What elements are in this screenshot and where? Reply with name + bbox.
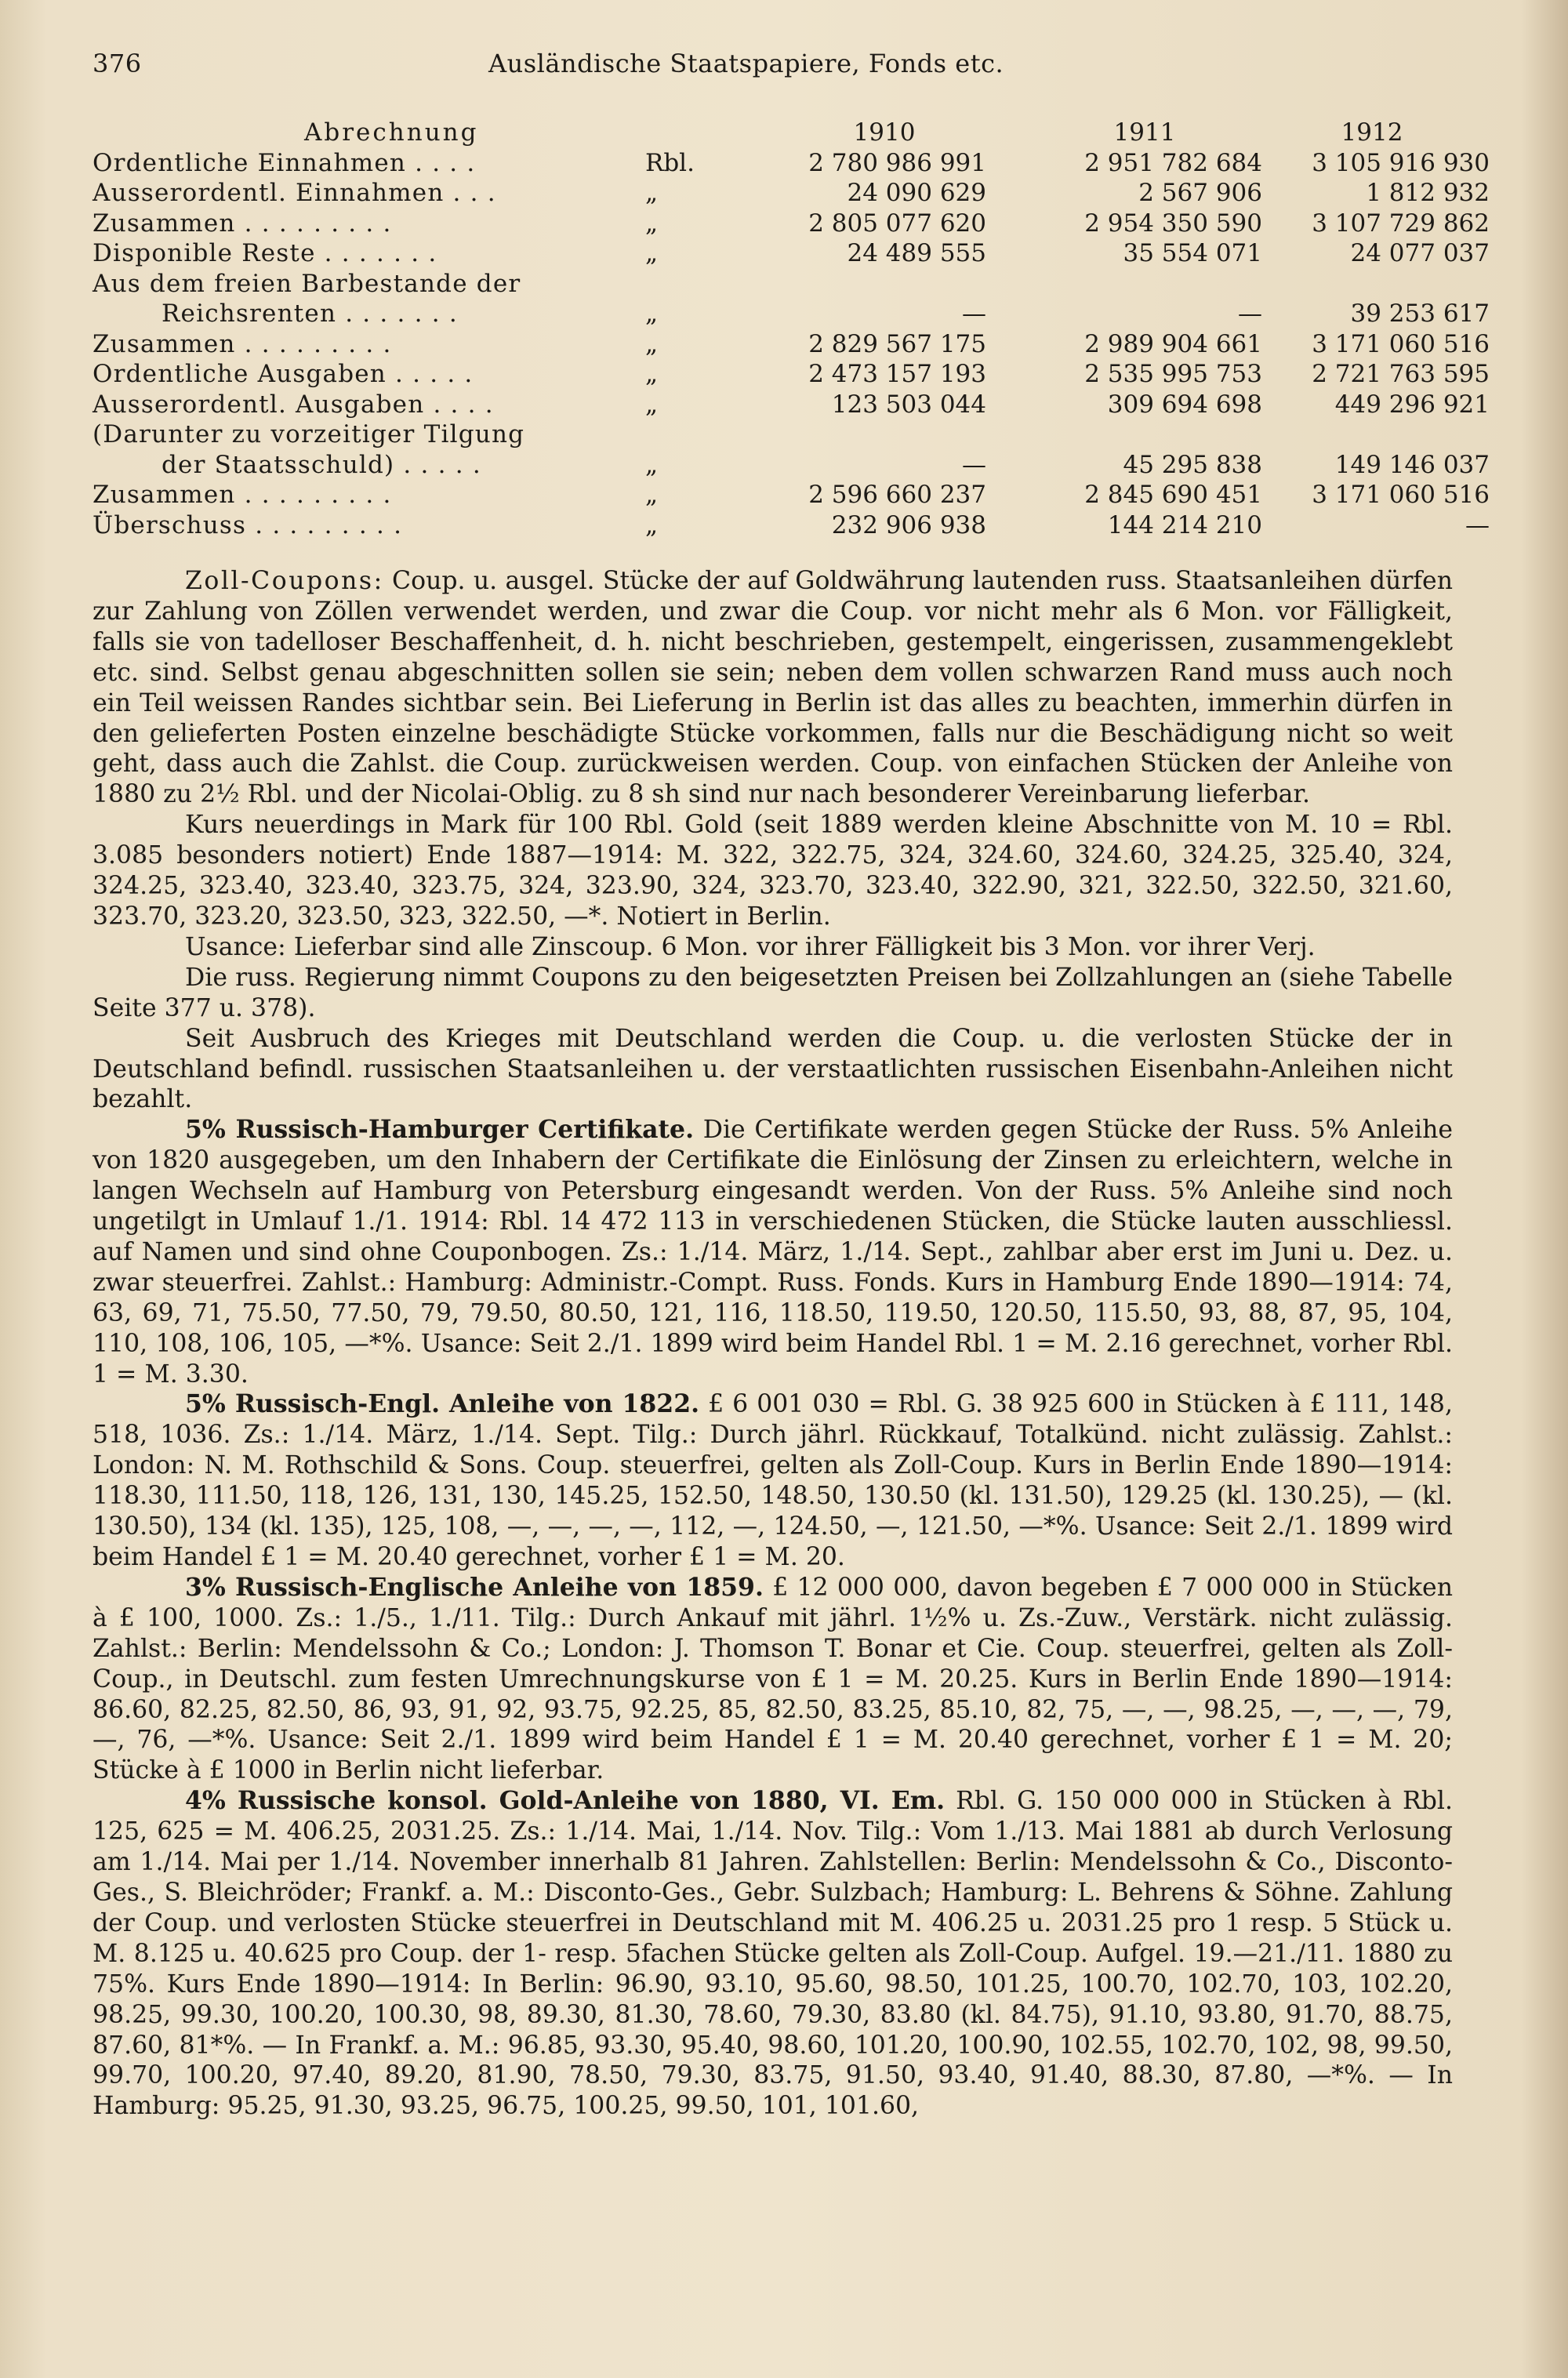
paragraph-usance: Usance: Lieferbar sind alle Zinscoup. 6 Mon. vor ihrer Fälligkeit bis 3 Mon. vor ihrer Verj. xyxy=(185,932,1316,961)
value-1910: 2 780 986 991 xyxy=(808,148,986,177)
row-unit: Rbl. xyxy=(645,148,695,177)
row-unit: „ xyxy=(645,179,659,207)
value-1912: 449 296 921 xyxy=(1334,390,1490,419)
value-1912: 1 812 932 xyxy=(1366,179,1490,207)
value-1912: 2 721 763 595 xyxy=(1312,360,1490,388)
row-label: Zusammen . . . . . . . . . xyxy=(93,209,392,238)
table-row xyxy=(93,329,1490,360)
body-text xyxy=(93,566,1453,2122)
value-1911: 2 535 995 753 xyxy=(1084,360,1262,388)
value-1911: — xyxy=(1238,300,1262,328)
table-row xyxy=(93,480,1490,510)
value-1912: 149 146 037 xyxy=(1334,450,1490,479)
value-1912: — xyxy=(1465,510,1490,539)
table-row xyxy=(93,238,1490,269)
row-label: Aus dem freien Barbestande der xyxy=(93,269,521,298)
row-label: der Staatsschuld) . . . . . xyxy=(162,450,481,479)
value-1911: 2 951 782 684 xyxy=(1084,148,1262,177)
value-1912: 3 171 060 516 xyxy=(1312,481,1490,509)
value-1910: 2 596 660 237 xyxy=(808,481,986,509)
value-1911: 144 214 210 xyxy=(1107,510,1262,539)
table-row xyxy=(93,359,1490,390)
row-unit: „ xyxy=(645,239,659,267)
row-label: Zusammen . . . . . . . . . xyxy=(93,329,392,358)
row-label: Ordentliche Ausgaben . . . . . xyxy=(93,360,474,388)
value-1911: 2 845 690 451 xyxy=(1084,481,1262,509)
year-1910: 1910 xyxy=(853,118,916,147)
row-label: Disponible Reste . . . . . . . xyxy=(93,239,437,267)
heading-anleihe-1859: 3% Russisch-Englische Anleihe von 1859. xyxy=(185,1572,764,1602)
table-row xyxy=(93,390,1490,420)
row-unit: „ xyxy=(645,329,659,358)
table-row xyxy=(93,148,1490,179)
value-1912: 3 107 729 862 xyxy=(1312,209,1490,238)
paragraph-anleihe-1859: 3% Russisch-Englische Anleihe von 1859. £ 12 000 000, davon begeben £ 7 000 000 in Stücken à £ 100, 1000. Zs.: 1./5., 1./11. Tilg.: Durch Ankauf mit jährl. 1½% u. Zs.-Zuw., Verstärk. nicht zulässig. Zahlst.: Berlin: Mendelssohn & Co.; London: J. Thomson T. Bonar et Cie. Coup. steuerfrei, gelten als Zoll-Coup., in Deutschl. zum festen Umrechnungskurse von £ 1 = M. 20.25. Kurs in Berlin Ende 1890—1914: 86.60, 82.25, 82.50, 86, 93, 91, 92, 93.75, 92.25, 85, 82.50, 83.25, 85.10, 82, 75, —, —, 98.25, —, —, —, 79, —, 76, —*%. Usance: Seit 2./1. 1899 wird beim Handel £ 1 = M. 20.40 gerechnet, vorher £ 1 = M. 20; Stücke à £ 1000 in Berlin nicht lieferbar. xyxy=(93,1572,1453,1785)
paragraph-regierung: Die russ. Regierung nimmt Coupons zu den beigesetzten Preisen bei Zollzahlungen an (siehe Tabelle Seite 377 u. 378). xyxy=(93,963,1453,1022)
value-1911: 2 567 906 xyxy=(1138,179,1262,207)
row-unit: „ xyxy=(645,360,659,388)
value-1910: 24 489 555 xyxy=(847,239,986,267)
value-1911: 35 554 071 xyxy=(1123,239,1262,267)
row-label: (Darunter zu vorzeitiger Tilgung xyxy=(93,420,525,448)
value-1910: 123 503 044 xyxy=(831,390,986,419)
row-unit: „ xyxy=(645,481,659,509)
table-heading-label: Abrechnung xyxy=(304,118,479,147)
paragraph-gold-anleihe-1880: 4% Russische konsol. Gold-Anleihe von 1880, VI. Em. Rbl. G. 150 000 000 in Stücken à Rbl. 125, 625 = M. 406.25, 2031.25. Zs.: 1./14. Mai, 1./14. Nov. Tilg.: Vom 1./13. Mai 1881 ab durch Verlosung am 1./14. Mai per 1./14. November innerhalb 81 Jahren. Zahlstellen: Berlin: Mendelssohn & Co., Disconto-Ges., S. Bleichröder; Frankf. a. M.: Disconto-Ges., Gebr. Sulzbach; Hamburg: L. Behrens & Söhne. Zahlung der Coup. und verlosten Stücke steuerfrei in Deutschland mit M. 406.25 u. 2031.25 pro 1 resp. 5 Stück u. M. 8.125 u. 40.625 pro Coup. der 1- resp. 5fachen Stücke gelten als Zoll-Coup. Aufgel. 19.—21./11. 1880 zu 75%. Kurs Ende 1890—1914: In Berlin: 96.90, 93.10, 95.60, 98.50, 101.25, 100.70, 102.70, 103, 102.20, 98.25, 99.30, 100.20, 100.30, 98, 89.30, 81.30, 78.60, 79.30, 83.80 (kl. 84.75), 91.10, 93.80, 91.70, 88.75, 87.60, 81*%. — In Frankf. a. M.: 96.85, 93.30, 95.40, 98.60, 101.20, 100.90, 102.55, 102.70, 102, 98, 99.50, 99.70, 100.20, 97.40, 89.20, 81.90, 78.50, 79.30, 83.75, 91.50, 93.40, 91.40, 88.30, 87.80, —*%. — In Hamburg: 95.25, 91.30, 93.25, 96.75, 100.25, 99.50, 101, 101.60, xyxy=(93,1786,1453,2121)
year-1912: 1912 xyxy=(1341,118,1403,147)
paragraph-anleihe-1822: 5% Russisch-Engl. Anleihe von 1822. £ 6 001 030 = Rbl. G. 38 925 600 in Stücken à £ 111, 148, 518, 1036. Zs.: 1./14. März, 1./14. Sept. Tilg.: Durch jährl. Rückkauf, Totalkünd. nicht zulässig. Zahlst.: London: N. M. Rothschild & Sons. Coup. steuerfrei, gelten als Zoll-Coup. Kurs in Berlin Ende 1890—1914: 118.30, 111.50, 118, 126, 131, 130, 145.25, 152.50, 148.50, 130.50 (kl. 131.50), 129.25 (kl. 130.25), — (kl. 130.50), 134 (kl. 135), 125, 108, —, —, —, —, 112, —, 124.50, —, 121.50, —*%. Usance: Seit 2./1. 1899 wird beim Handel £ 1 = M. 20.40 gerechnet, vorher £ 1 = M. 20. xyxy=(93,1389,1453,1571)
heading-anleihe-1822: 5% Russisch-Engl. Anleihe von 1822. xyxy=(185,1389,700,1419)
row-unit: „ xyxy=(645,300,659,328)
table-row xyxy=(93,209,1490,239)
value-1910: 2 473 157 193 xyxy=(808,360,986,388)
row-unit: „ xyxy=(645,450,659,479)
paragraph-hamburger-certifikate: 5% Russisch-Hamburger Certifikate. Die Certifikate werden gegen Stücke der Russ. 5% Anleihe von 1820 ausgegeben, um den Inhabern der Certifikate die Einlösung der Zinsen zu erleichtern, welche in langen Wechseln auf Hamburg von Petersburg eingesandt werden. Von der Russ. 5% Anleihe sind noch ungetilgt in Umlauf 1./1. 1914: Rbl. 14 472 113 in verschiedenen Stücken, die Stücke lauten ausschliessl. auf Namen und sind ohne Couponbogen. Zs.: 1./14. März, 1./14. Sept., zahlbar aber erst im Juni u. Dez. u. zwar steuerfrei. Zahlst.: Hamburg: Administr.-Compt. Russ. Fonds. Kurs in Hamburg Ende 1890—1914: 74, 63, 69, 71, 75.50, 77.50, 79, 79.50, 80.50, 121, 116, 118.50, 119.50, 120.50, 115.50, 93, 88, 87, 95, 104, 110, 108, 106, 105, —*%. Usance: Seit 2./1. 1899 wird beim Handel Rbl. 1 = M. 2.16 gerechnet, vorher Rbl. 1 = M. 3.30. xyxy=(93,1115,1454,1389)
paragraph-krieg: Seit Ausbruch des Krieges mit Deutschland werden die Coup. u. die verlosten Stücke der in Deutschland befindl. russischen Staatsanleihen u. der verstaatlichten russischen Eisenbahn-Anleihen nicht bezahlt. xyxy=(93,1024,1453,1114)
row-unit: „ xyxy=(645,390,659,419)
value-1910: 2 829 567 175 xyxy=(808,329,986,358)
heading-zoll-coupons: Zoll-Coupons: xyxy=(185,567,384,595)
row-label: Ausserordentl. Einnahmen . . . xyxy=(93,179,496,207)
table-rows xyxy=(93,148,1490,541)
value-1911: 45 295 838 xyxy=(1123,450,1262,479)
value-1910: 24 090 629 xyxy=(847,179,986,207)
page-number: 376 xyxy=(93,49,142,78)
table-row xyxy=(93,178,1490,209)
value-1910: — xyxy=(962,300,986,328)
table-row xyxy=(93,450,1490,481)
running-title: Ausländische Staatspapiere, Fonds etc. xyxy=(488,49,1004,78)
value-1912: 39 253 617 xyxy=(1350,300,1490,328)
running-header xyxy=(93,49,1466,88)
value-1911: 2 954 350 590 xyxy=(1084,209,1262,238)
row-label: Reichsrenten . . . . . . . xyxy=(162,300,458,328)
heading-hamburger-certifikate: 5% Russisch-Hamburger Certifikate. xyxy=(185,1115,695,1145)
value-1910: — xyxy=(962,450,986,479)
paragraph-kurs: Kurs neuerdings in Mark für 100 Rbl. Gold (seit 1889 werden kleine Abschnitte von M. 10 = Rbl. 3.085 besonders notiert) Ende 1887—1914: M. 322, 322.75, 324, 324.60, 324.60, 324.25, 325.40, 324, 324.25, 323.40, 323.40, 323.75, 324, 323.90, 324, 323.70, 323.40, 322.90, 321, 322.50, 322.50, 321.60, 323.70, 323.20, 323.50, 323, 322.50, —*. Notiert in Berlin. xyxy=(93,811,1453,931)
table-row xyxy=(93,269,1466,300)
row-unit: „ xyxy=(645,510,659,539)
row-label: Zusammen . . . . . . . . . xyxy=(93,481,392,509)
row-label: Ausserordentl. Ausgaben . . . . xyxy=(93,390,494,419)
value-1910: 232 906 938 xyxy=(831,510,986,539)
table-row xyxy=(93,510,1490,541)
value-1912: 24 077 037 xyxy=(1350,239,1490,267)
value-1912: 3 171 060 516 xyxy=(1312,329,1490,358)
row-unit: „ xyxy=(645,209,659,238)
heading-gold-anleihe-1880: 4% Russische konsol. Gold-Anleihe von 1880, VI. Em. xyxy=(185,1786,946,1816)
paragraph-zoll-coupons: Zoll-Coupons: Coup. u. ausgel. Stücke der auf Goldwährung lautenden russ. Staatsanleihen dürfen zur Zahlung von Zöllen verwendet werden, und zwar die Coup. vor nicht mehr als 6 Mon. vor Fälligkeit, falls sie von tadelloser Beschaffenheit, d. h. nicht beschrieben, gestempelt, eingerissen, zusammengeklebt etc. sind. Selbst genau abgeschnitten sollen sie sein; neben dem vollen schwarzen Rand muss auch noch ein Teil weissen Randes sichtbar sein. Bei Lieferung in Berlin ist das alles zu beachten, immerhin dürfen in den gelieferten Posten einzelne beschädigte Stücke vorkommen, falls nur die Beschädigung nicht so weit geht, dass auch die Zahlst. die Coup. zurückweisen werden. Coup. von einfachen Stücken der Anleihe von 1880 zu 2½ Rbl. und der Nicolai-Oblig. zu 8 sh sind nur nach besonderer Vereinbarung lieferbar. xyxy=(93,567,1453,809)
table-header-row xyxy=(93,118,1466,148)
year-1911: 1911 xyxy=(1113,118,1176,147)
value-1911: 2 989 904 661 xyxy=(1084,329,1262,358)
table-row xyxy=(93,419,1466,450)
row-label: Überschuss . . . . . . . . . xyxy=(93,510,403,539)
row-label: Ordentliche Einnahmen . . . . xyxy=(93,148,476,177)
table-row xyxy=(93,299,1490,329)
value-1910: 2 805 077 620 xyxy=(808,209,986,238)
budget-table xyxy=(93,118,1490,540)
value-1912: 3 105 916 930 xyxy=(1312,148,1490,177)
value-1911: 309 694 698 xyxy=(1107,390,1262,419)
